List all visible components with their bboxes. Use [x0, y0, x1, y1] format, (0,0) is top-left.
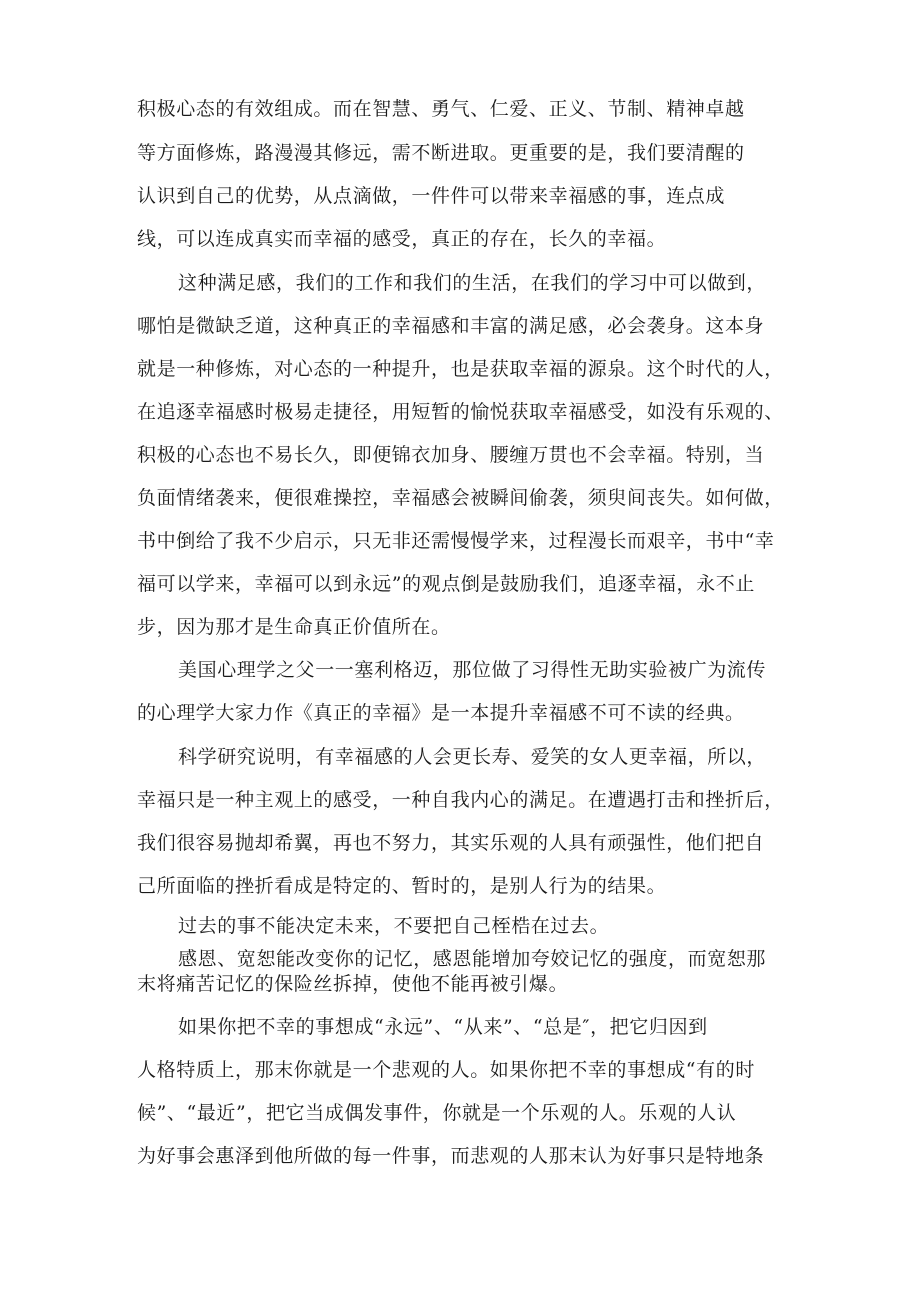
text-line: 积极的心态也不易长久，即便锦衣加身、腰缠万贯也不会幸福。特别，当	[137, 444, 765, 466]
text-line: 幸福只是一种主观上的感受，一种自我内心的满足。在遭遇打击和挫折后，	[137, 789, 784, 811]
paragraph-first-line: 过去的事不能决定未来，不要把自己桎梏在过去。	[178, 915, 610, 937]
text-line: 书中倒给了我不少启示，只无非还需慢慢学来，过程漫长而艰辛，书中“幸	[137, 530, 775, 552]
text-line: 哪怕是微缺乏道，这种真正的幸福感和丰富的满足感，必会袭身。这本身	[137, 315, 765, 337]
paragraph-first-line: 感恩、宽恕能改变你的记忆，感恩能增加夸姣记忆的强度，而宽恕那	[178, 948, 767, 970]
text-line: 福可以学来，幸福可以到永远”的观点倒是鼓励我们，追逐幸福，永不止	[137, 573, 755, 595]
text-line: 己所面临的挫折看成是特定的、暂时的，是别人行为的结果。	[137, 875, 667, 897]
text-line: 等方面修炼，路漫漫其修远，需不断进取。更重要的是，我们要清醒的	[137, 142, 745, 164]
text-line: 为好事会惠泽到他所做的每一件事，而悲观的人那末认为好事只是特地条	[137, 1145, 765, 1167]
text-line: 认识到自己的优势，从点滴做，一件件可以带来幸福感的事，连点成	[137, 185, 726, 207]
paragraph-first-line: 如果你把不幸的事想成“永远”、“从来”、“总是″，把它归因到	[178, 1016, 708, 1038]
text-line: 负面情绪袭来，便很难操控，幸福感会被瞬间偷袭，须臾间丧失。如何做，	[137, 487, 784, 509]
paragraph-first-line: 科学研究说明，有幸福感的人会更长寿、爱笑的女人更幸福，所以，	[178, 746, 767, 768]
text-line: 就是一种修炼，对心态的一种提升，也是获取幸福的源泉。这个时代的人，	[137, 358, 784, 380]
text-line: 步，因为那才是生命真正价值所在。	[137, 616, 451, 638]
text-line: 的心理学大家力作《真正的幸福》是一本提升幸福感不可不读的经典。	[137, 702, 745, 724]
text-line: 线，可以连成真实而幸福的感受，真正的存在，长久的幸福。	[137, 228, 667, 250]
paragraph-first-line: 这种满足感，我们的工作和我们的生活，在我们的学习中可以做到，	[178, 272, 767, 294]
text-line: 末将痛苦记忆的保险丝拆掉，使他不能再被引爆。	[137, 973, 569, 995]
text-line: 候”、“最近”，把它当成偶发事件，你就是一个乐观的人。乐观的人认	[137, 1102, 737, 1124]
text-line: 在追逐幸福感时极易走捷径，用短暂的愉悦获取幸福感受，如没有乐观的、	[137, 401, 784, 423]
text-line: 积极心态的有效组成。而在智慧、勇气、仁爱、正义、节制、精神卓越	[137, 98, 745, 120]
text-line: 人格特质上，那末你就是一个悲观的人。如果你把不幸的事想成“有的时	[137, 1059, 755, 1081]
paragraph-first-line: 美国心理学之父一一塞利格迈，那位做了习得性无助实验被广为流传	[178, 659, 767, 681]
text-line: 我们很容易抛却希翼，再也不努力，其实乐观的人具有顽强性，他们把自	[137, 832, 765, 854]
